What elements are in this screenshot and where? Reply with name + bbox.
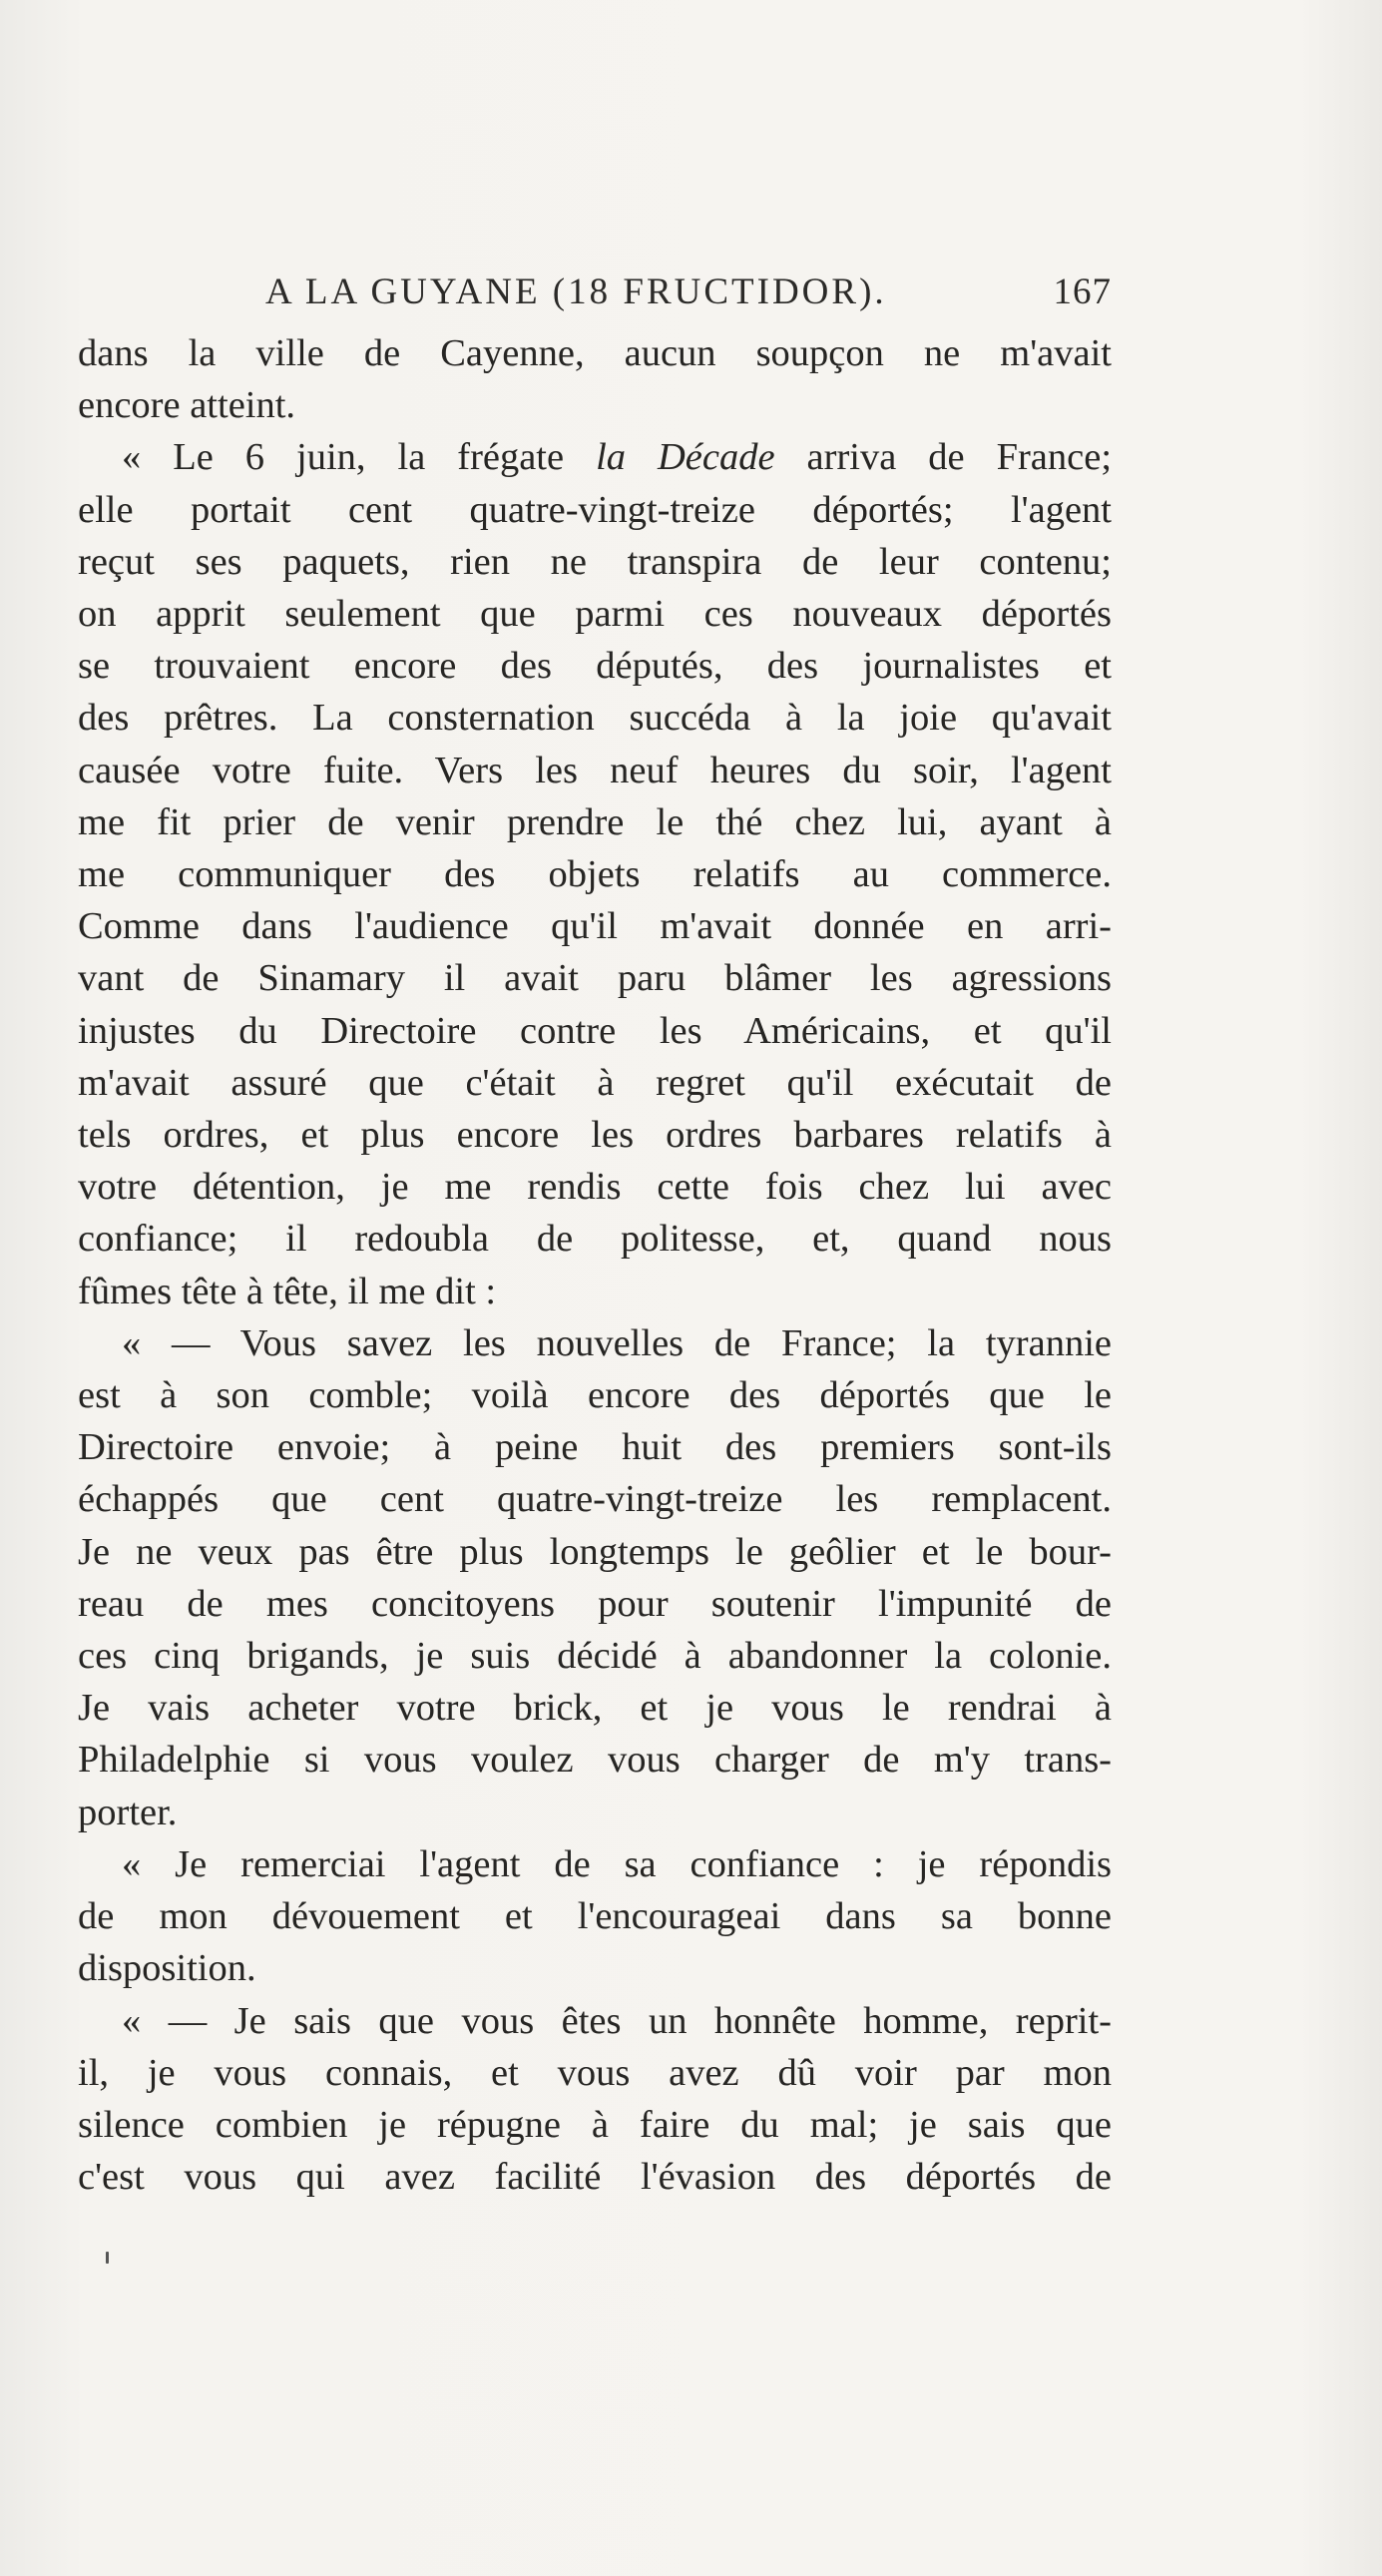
ink-speck — [106, 2252, 109, 2264]
text-line: Comme dans l'audience qu'il m'avait donnée en arri- — [78, 905, 1112, 948]
text-line: dans la ville de Cayenne, aucun soupçon ne m'avait — [78, 332, 1112, 374]
text-line: silence combien je répugne à faire du mal; je sais que — [78, 2103, 1112, 2146]
text-line: Philadelphie si vous voulez vous charger de m'y trans- — [78, 1739, 1112, 1782]
text-line: c'est vous qui avez facilité l'évasion des déportés de — [78, 2156, 1112, 2199]
running-title: A LA GUYANE (18 FRUCTIDOR). — [265, 271, 887, 312]
text-line: tels ordres, et plus encore les ordres barbares relatifs à — [78, 1114, 1112, 1157]
text-line: « Je remerciai l'agent de sa confiance : je répondis — [122, 1842, 1112, 1885]
text-line: me fit prier de venir prendre le thé chez lui, ayant à — [78, 800, 1112, 843]
text-line: reçut ses paquets, rien ne transpira de leur contenu; — [78, 540, 1112, 583]
text-line: vant de Sinamary il avait paru blâmer les agressions — [78, 957, 1112, 1000]
page-number: 167 — [1053, 271, 1112, 312]
text-line: injustes du Directoire contre les Américains, et qu'il — [78, 1009, 1112, 1052]
text-line: se trouvaient encore des députés, des journalistes et — [78, 645, 1112, 688]
text-line: elle portait cent quatre-vingt-treize déportés; l'agent — [78, 488, 1112, 531]
text-line: reau de mes concitoyens pour soutenir l'impunité de — [78, 1582, 1112, 1625]
body-text — [78, 327, 1112, 2203]
text-line: causée votre fuite. Vers les neuf heures du soir, l'agent — [78, 749, 1112, 791]
text-line: encore atteint. — [78, 384, 296, 427]
ship-name: la Décade — [596, 436, 775, 479]
text-line: « — Je sais que vous êtes un honnête homme, reprit- — [122, 1999, 1112, 2042]
text-line: porter. — [78, 1791, 178, 1833]
text-line: il, je vous connais, et vous avez dû voir par mon — [78, 2051, 1112, 2094]
text-line: de mon dévouement et l'encourageai dans sa bonne — [78, 1895, 1112, 1938]
text-line: Je ne veux pas être plus longtemps le geôlier et le bour- — [78, 1530, 1112, 1573]
text-line: on apprit seulement que parmi ces nouveaux déportés — [78, 593, 1112, 636]
text-line: des prêtres. La consternation succéda à la joie qu'avait — [78, 697, 1112, 740]
text-line: « Le 6 juin, la frégate la Décade arriva de France; — [122, 436, 1113, 479]
text-line: votre détention, je me rendis cette fois chez lui avec — [78, 1166, 1112, 1209]
text-line: m'avait assuré que c'était à regret qu'il exécutait de — [78, 1061, 1112, 1104]
text-line: fûmes tête à tête, il me dit : — [78, 1270, 497, 1312]
text-line: disposition. — [78, 1947, 256, 1990]
text-line: est à son comble; voilà encore des déportés que le — [78, 1374, 1112, 1417]
text-line: Je vais acheter votre brick, et je vous le rendrai à — [78, 1687, 1112, 1730]
text-line: me communiquer des objets relatifs au commerce. — [78, 853, 1112, 896]
text-line: échappés que cent quatre-vingt-treize les remplacent. — [78, 1478, 1112, 1521]
text-line: ces cinq brigands, je suis décidé à abandonner la colonie. — [78, 1635, 1112, 1678]
page-header — [78, 267, 1112, 317]
text-line: « — Vous savez les nouvelles de France; la tyrannie — [122, 1321, 1112, 1364]
text-line: confiance; il redoubla de politesse, et, quand nous — [78, 1218, 1112, 1261]
text-line: Directoire envoie; à peine huit des premiers sont-ils — [78, 1426, 1112, 1469]
